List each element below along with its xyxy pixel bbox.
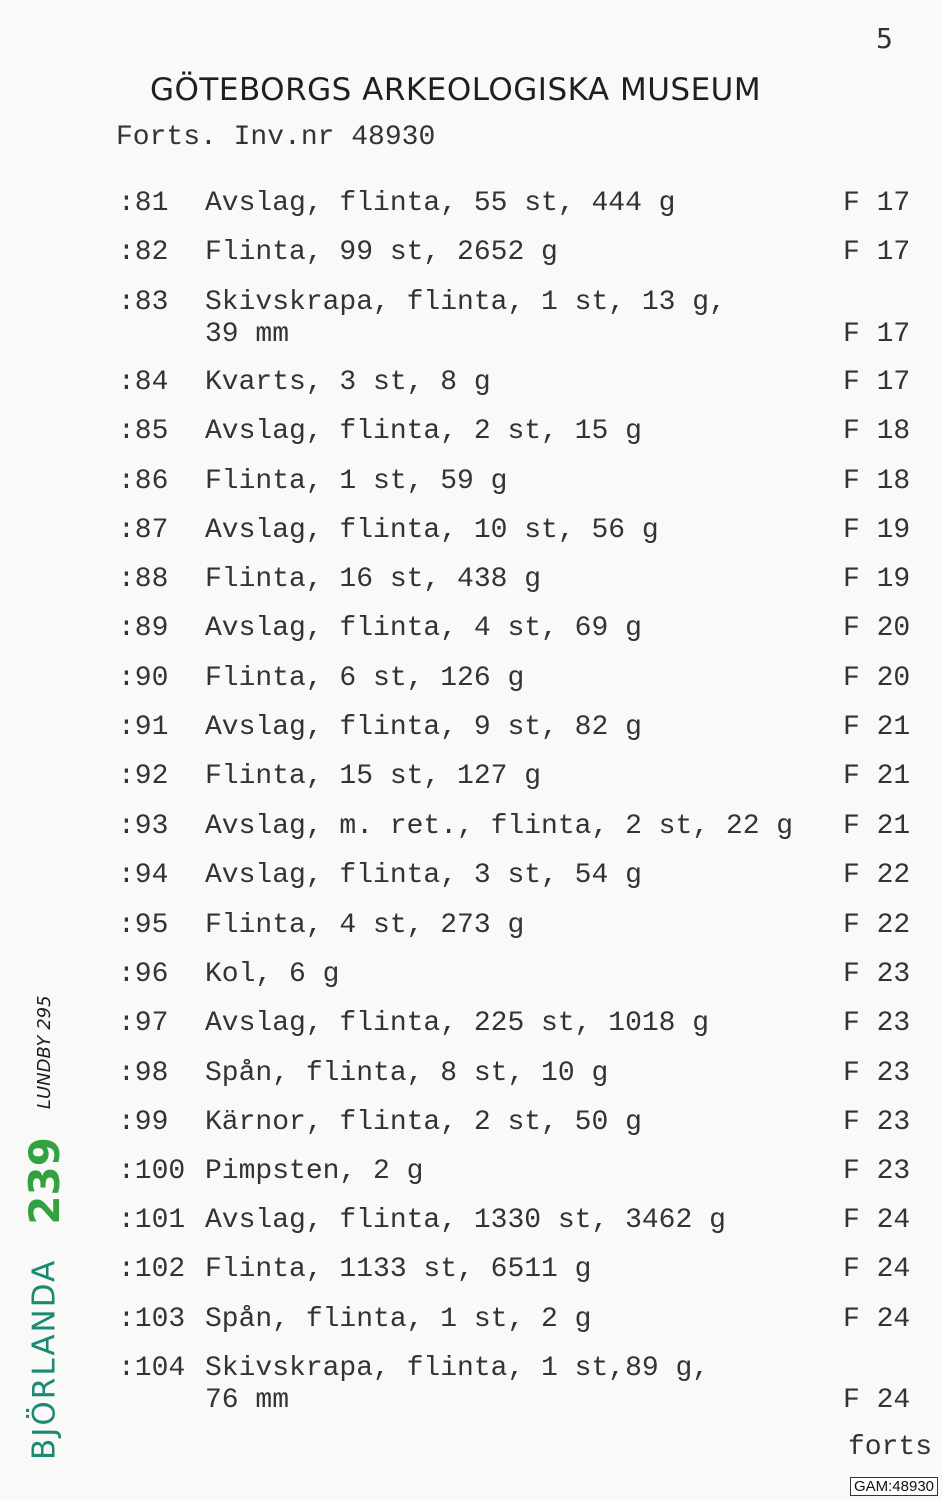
- site-reference: LUNDBY 295: [34, 995, 55, 1110]
- entry-number: :97: [118, 1008, 169, 1039]
- entry-description: Flinta, 15 st, 127 g: [205, 761, 542, 792]
- entry-location: F 23: [843, 1058, 911, 1089]
- page-number: 5: [876, 22, 893, 55]
- entry-location: F 19: [843, 515, 911, 546]
- archive-stamp: GAM:48930: [850, 1477, 938, 1496]
- entry-location: F 22: [843, 860, 911, 891]
- place-name: BJÖRLANDA: [26, 1258, 63, 1460]
- entry-description: Avslag, flinta, 2 st, 15 g: [205, 416, 642, 447]
- entry-description: Avslag, flinta, 4 st, 69 g: [205, 613, 642, 644]
- entry-number: :103: [118, 1304, 186, 1335]
- entry-number: :87: [118, 515, 169, 546]
- entry-location: F 24: [843, 1304, 911, 1335]
- entry-description: Flinta, 1 st, 59 g: [205, 466, 508, 497]
- entry-number: :86: [118, 466, 169, 497]
- entry-number: :101: [118, 1205, 186, 1236]
- entry-description: Avslag, flinta, 10 st, 56 g: [205, 515, 659, 546]
- entry-description: 39 mm: [205, 319, 290, 350]
- entry-location: F 17: [843, 188, 911, 219]
- entry-description: Avslag, flinta, 225 st, 1018 g: [205, 1008, 710, 1039]
- entry-description: Skivskrapa, flinta, 1 st, 13 g,: [205, 287, 726, 318]
- entry-number: :95: [118, 910, 169, 941]
- entry-number: :92: [118, 761, 169, 792]
- entry-location: F 24: [843, 1205, 911, 1236]
- entry-number: :88: [118, 564, 169, 595]
- entry-description: Avslag, flinta, 55 st, 444 g: [205, 188, 676, 219]
- entry-description: Kvarts, 3 st, 8 g: [205, 367, 491, 398]
- entry-description: Spån, flinta, 8 st, 10 g: [205, 1058, 609, 1089]
- entry-location: F 20: [843, 613, 911, 644]
- entry-number: :81: [118, 188, 169, 219]
- entry-description: Avslag, flinta, 9 st, 82 g: [205, 712, 642, 743]
- entry-number: :85: [118, 416, 169, 447]
- entry-number: :84: [118, 367, 169, 398]
- site-number: 239: [20, 1137, 69, 1225]
- entry-location: F 23: [843, 1008, 911, 1039]
- entry-number: :89: [118, 613, 169, 644]
- entry-description: Flinta, 16 st, 438 g: [205, 564, 542, 595]
- entry-location: F 18: [843, 416, 911, 447]
- inventory-heading: Forts. Inv.nr 48930: [116, 122, 436, 153]
- entry-number: :83: [118, 287, 169, 318]
- entry-number: :96: [118, 959, 169, 990]
- entry-location: F 17: [843, 367, 911, 398]
- entry-number: :104: [118, 1353, 186, 1384]
- entry-number: :91: [118, 712, 169, 743]
- entry-number: :98: [118, 1058, 169, 1089]
- museum-heading: GÖTEBORGS ARKEOLOGISKA MUSEUM: [150, 72, 762, 108]
- entry-location: F 17: [843, 319, 911, 350]
- entry-location: F 24: [843, 1254, 911, 1285]
- entry-number: :102: [118, 1254, 186, 1285]
- entry-number: :82: [118, 237, 169, 268]
- entry-description: Skivskrapa, flinta, 1 st,89 g,: [205, 1353, 710, 1384]
- entry-location: F 21: [843, 811, 911, 842]
- entry-location: F 23: [843, 1156, 911, 1187]
- entry-description: Kärnor, flinta, 2 st, 50 g: [205, 1107, 642, 1138]
- entry-number: :93: [118, 811, 169, 842]
- entry-location: F 20: [843, 663, 911, 694]
- entry-location: F 24: [843, 1385, 911, 1416]
- entry-description: Kol, 6 g: [205, 959, 340, 990]
- entry-location: F 22: [843, 910, 911, 941]
- entry-location: F 21: [843, 712, 911, 743]
- entry-description: Spån, flinta, 1 st, 2 g: [205, 1304, 592, 1335]
- entry-description: Avslag, m. ret., flinta, 2 st, 22 g: [205, 811, 794, 842]
- entry-location: F 18: [843, 466, 911, 497]
- entry-description: Pimpsten, 2 g: [205, 1156, 424, 1187]
- entry-description: Avslag, flinta, 3 st, 54 g: [205, 860, 642, 891]
- entry-number: :100: [118, 1156, 186, 1187]
- entry-number: :90: [118, 663, 169, 694]
- entry-location: F 17: [843, 237, 911, 268]
- entry-description: Flinta, 4 st, 273 g: [205, 910, 525, 941]
- entry-description: Flinta, 6 st, 126 g: [205, 663, 525, 694]
- entry-description: Avslag, flinta, 1330 st, 3462 g: [205, 1205, 726, 1236]
- continued-note: forts: [848, 1432, 933, 1463]
- entry-description: 76 mm: [205, 1385, 290, 1416]
- entry-number: :99: [118, 1107, 169, 1138]
- entry-location: F 23: [843, 1107, 911, 1138]
- entry-description: Flinta, 1133 st, 6511 g: [205, 1254, 592, 1285]
- entry-location: F 21: [843, 761, 911, 792]
- side-label: [20, 60, 80, 1460]
- entry-number: :94: [118, 860, 169, 891]
- entry-location: F 23: [843, 959, 911, 990]
- entry-location: F 19: [843, 564, 911, 595]
- entry-description: Flinta, 99 st, 2652 g: [205, 237, 558, 268]
